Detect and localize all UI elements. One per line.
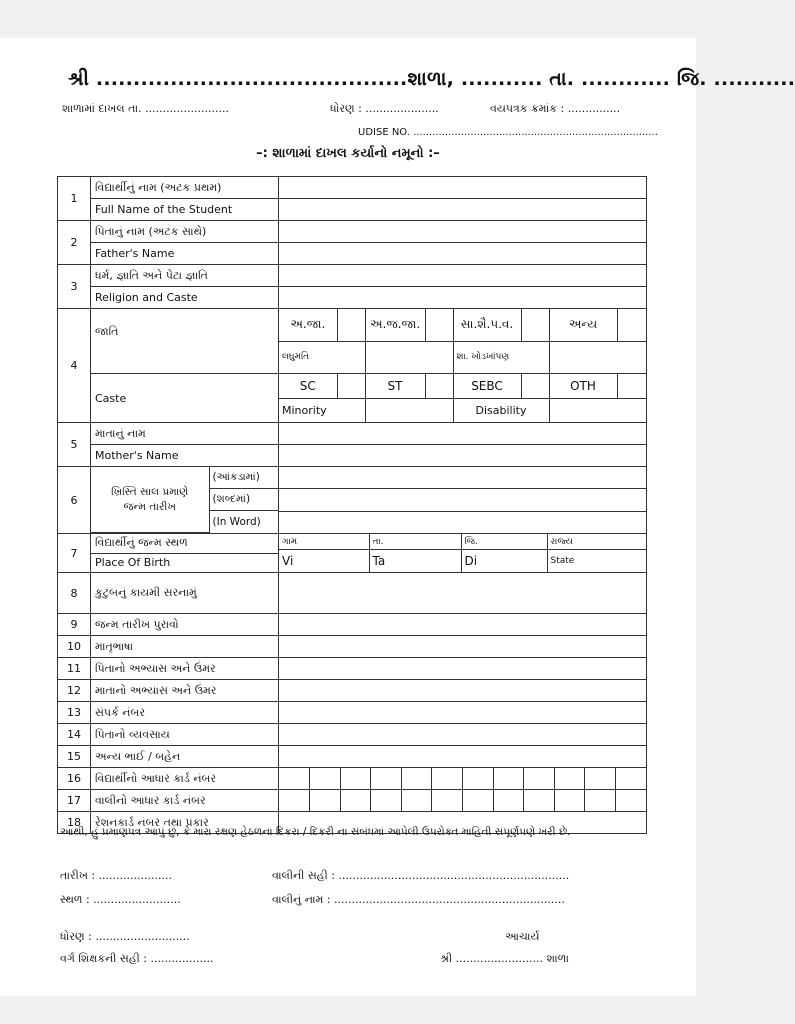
caste-grid-gu — [279, 309, 647, 373]
table-row — [58, 287, 647, 309]
guardian-aadhar-input[interactable] — [279, 790, 647, 812]
digit-box[interactable] — [432, 768, 463, 789]
row-number: 4 — [58, 309, 91, 423]
minority-checkbox-en[interactable] — [365, 398, 453, 422]
sc-checkbox-en[interactable] — [337, 374, 365, 398]
birthplace-fields — [279, 534, 647, 573]
sebc-label: SEBC — [453, 374, 521, 398]
father-education-label: પિતાનો અભ્યાસ અને ઉંમર — [91, 658, 279, 680]
digit-box[interactable] — [279, 768, 310, 789]
digit-box[interactable] — [279, 790, 310, 811]
caste-label-en: Caste — [91, 374, 279, 423]
sc-label-gu: અ.જા. — [279, 309, 337, 341]
digit-box[interactable] — [310, 768, 341, 789]
siblings-label: અન્ય ભાઈ / બહેન — [91, 746, 279, 768]
mother-education-label: માતાનો અભ્યાસ અને ઉંમર — [91, 680, 279, 702]
dob-label-grid — [91, 467, 279, 533]
table-row — [58, 265, 647, 287]
admission-form-table — [57, 176, 647, 834]
digit-box[interactable] — [340, 790, 371, 811]
student-name-input[interactable] — [279, 177, 647, 199]
oth-label-gu: અન્ય — [549, 309, 617, 341]
table-row — [58, 573, 647, 614]
address-label: કુટુંબનું કાયમી સરનામું — [91, 573, 279, 614]
digit-box[interactable] — [585, 768, 616, 789]
student-name-label-en: Full Name of the Student — [91, 199, 279, 221]
disability-checkbox-en[interactable] — [549, 398, 647, 422]
disability-label-gu: શા. ખોડખાંપણ — [453, 341, 549, 373]
digit-box[interactable] — [462, 768, 493, 789]
guardian-name-field: વાલીનું નામ : .................................................................. — [272, 893, 565, 906]
table-row — [58, 374, 647, 423]
register-number-field: વયપત્રક ક્રમાંક : ............... — [490, 102, 621, 115]
state-input[interactable]: State — [550, 556, 575, 567]
student-name-label-gu: વિદ્યાર્થીનું નામ (અટક પ્રથમ) — [91, 177, 279, 199]
table-row — [58, 746, 647, 768]
father-name-label-gu: પિતાનું નામ (અટક સાથે) — [91, 221, 279, 243]
address-input[interactable] — [279, 573, 647, 614]
digit-box[interactable] — [432, 790, 463, 811]
st-label: ST — [365, 374, 425, 398]
row-number: 5 — [58, 423, 91, 467]
table-row — [58, 790, 647, 812]
birthplace-grid — [279, 534, 647, 572]
oth-checkbox[interactable] — [617, 309, 647, 341]
table-row — [58, 680, 647, 702]
minority-checkbox[interactable] — [365, 341, 453, 373]
row-number: 13 — [58, 702, 91, 724]
siblings-input[interactable] — [279, 746, 647, 768]
state-label-gu: રાજ્ય — [547, 534, 647, 550]
village-label-gu: ગામ — [279, 534, 369, 550]
sc-checkbox[interactable] — [337, 309, 365, 341]
mother-tongue-label: માતૃભાષા — [91, 636, 279, 658]
table-row — [58, 423, 647, 445]
declaration-text: આથી, હું પ્રમાણપત્ર આપું છું, કે મારા રક્ષણ હેઠળના દિકરા / દિકરી ના સંબંધમાં આપેલી ઉપરોક્ત માહિતી સંપૂર્ણપણે ખરી છે. — [60, 826, 571, 838]
digit-box[interactable] — [554, 768, 585, 789]
digit-box[interactable] — [585, 790, 616, 811]
sc-label: SC — [279, 374, 337, 398]
disability-checkbox[interactable] — [549, 341, 647, 373]
oth-label: OTH — [549, 374, 617, 398]
mother-name-label-en: Mother's Name — [91, 445, 279, 467]
contact-number-label: સંપર્ક નંબર — [91, 702, 279, 724]
class-teacher-signature: વર્ગ શિક્ષકની સહી : .................. — [60, 952, 214, 965]
digit-box[interactable] — [493, 790, 524, 811]
father-name-input[interactable] — [279, 221, 647, 243]
table-row — [58, 658, 647, 680]
dob-label-line2: જન્મ તારીખ — [123, 500, 177, 513]
digit-box[interactable] — [615, 768, 646, 789]
row-number: 8 — [58, 573, 91, 614]
admission-date-field: શાળામાં દાખલ તા. ........................ — [62, 102, 230, 115]
mother-name-input-en[interactable] — [279, 445, 647, 467]
digit-box[interactable] — [340, 768, 371, 789]
minority-label-gu: લઘુમતિ — [279, 341, 365, 373]
st-checkbox-en[interactable] — [425, 374, 453, 398]
row-number: 7 — [58, 534, 91, 573]
father-name-label-en: Father's Name — [91, 243, 279, 265]
religion-input[interactable] — [279, 265, 647, 287]
student-aadhar-label: વિદ્યાર્થીનો આધાર કાર્ડ નંબર — [91, 768, 279, 790]
minority-label: Minority — [279, 398, 365, 422]
caste-label-gu: જાતિ — [91, 309, 279, 374]
digit-box[interactable] — [401, 790, 432, 811]
table-row — [58, 702, 647, 724]
father-occupation-label: પિતાનો વ્યવસાય — [91, 724, 279, 746]
ration-card-label: રેશનકાર્ડ નંબર તથા પ્રકાર — [91, 812, 279, 834]
table-row — [58, 309, 647, 374]
digit-box[interactable] — [524, 790, 555, 811]
table-row — [58, 445, 647, 467]
caste-options-gu — [279, 309, 647, 374]
table-row — [58, 614, 647, 636]
mother-name-label-gu: માતાનું નામ — [91, 423, 279, 445]
religion-label-en: Religion and Caste — [91, 287, 279, 309]
guardian-signature-field: વાલીની સહી : .................................................................. — [272, 869, 570, 882]
father-name-input-en[interactable] — [279, 243, 647, 265]
table-row — [58, 243, 647, 265]
guardian-aadhar-boxes — [279, 790, 646, 811]
table-row — [58, 177, 647, 199]
contact-number-input[interactable] — [279, 702, 647, 724]
student-name-input-en[interactable] — [279, 199, 647, 221]
st-label-gu: અ.જ.જા. — [365, 309, 425, 341]
row-number: 16 — [58, 768, 91, 790]
sebc-checkbox[interactable] — [521, 309, 549, 341]
village-input[interactable]: Vi — [279, 550, 369, 572]
row-number: 14 — [58, 724, 91, 746]
mother-tongue-input[interactable] — [279, 636, 647, 658]
district-input[interactable]: Di — [461, 550, 547, 572]
religion-input-en[interactable] — [279, 287, 647, 309]
table-row — [58, 636, 647, 658]
taluka-label-gu: તા. — [369, 534, 461, 550]
religion-label-gu: ધર્મ, જ્ઞાતિ અને પેટા જ્ઞાતિ — [91, 265, 279, 287]
mother-name-input[interactable] — [279, 423, 647, 445]
dob-proof-label: જન્મ તારીખ પુરાવો — [91, 614, 279, 636]
row-number: 3 — [58, 265, 91, 309]
digit-box[interactable] — [371, 768, 402, 789]
form-title: –: શાળામાં દાખલ કર્યાનો નમૂનો :– — [256, 146, 440, 161]
digit-box[interactable] — [615, 790, 646, 811]
row-number: 18 — [58, 812, 91, 834]
row-number: 9 — [58, 614, 91, 636]
standard-field: ધોરણ : ..................... — [330, 102, 439, 115]
caste-grid-en — [279, 374, 647, 422]
district-label-gu: જિ. — [461, 534, 547, 550]
dob-proof-input[interactable] — [279, 614, 647, 636]
dob-label-cell — [91, 467, 279, 534]
footer-date: તારીખ : ..................... — [60, 869, 172, 882]
row-number: 6 — [58, 467, 91, 534]
digit-box[interactable] — [493, 768, 524, 789]
sebc-label-gu: સા.શૈ.પ.વ. — [453, 309, 521, 341]
dob-words-input[interactable] — [279, 489, 647, 511]
footer-place: સ્થળ : ......................... — [60, 893, 181, 906]
birthplace-label-gu: વિદ્યાર્થીનું જન્મ સ્થળ — [91, 534, 279, 554]
footer-standard: ધોરણ : ........................... — [60, 930, 190, 943]
table-row — [58, 768, 647, 790]
school-header-line: શ્રી ..........................................શાળા, ........... તા. ............ જિ. ........... — [68, 68, 795, 90]
taluka-input[interactable]: Ta — [369, 550, 461, 572]
table-row — [58, 199, 647, 221]
principal-label: આચાર્ય — [505, 930, 540, 943]
digit-box[interactable] — [554, 790, 585, 811]
st-checkbox[interactable] — [425, 309, 453, 341]
table-row — [58, 221, 647, 243]
digit-box[interactable] — [462, 790, 493, 811]
mother-education-input[interactable] — [279, 680, 647, 702]
dob-figures-input[interactable] — [279, 467, 647, 489]
birthplace-label-en: Place Of Birth — [91, 553, 279, 573]
row-number: 1 — [58, 177, 91, 221]
dob-label-line1: ખ્રિસ્તિ સાલ પ્રમાણે — [111, 485, 189, 498]
father-education-input[interactable] — [279, 658, 647, 680]
row-number: 11 — [58, 658, 91, 680]
row-number: 2 — [58, 221, 91, 265]
table-row — [58, 724, 647, 746]
student-aadhar-input[interactable] — [279, 768, 647, 790]
sebc-checkbox-en[interactable] — [521, 374, 549, 398]
row-number: 15 — [58, 746, 91, 768]
dob-label-gu — [91, 467, 209, 533]
school-signature-line: શ્રી ......................... શાળા — [440, 952, 569, 965]
digit-box[interactable] — [524, 768, 555, 789]
disability-label: Disability — [453, 398, 549, 422]
digit-box[interactable] — [401, 768, 432, 789]
dob-inword-label: (In Word) — [212, 515, 261, 528]
caste-options-en — [279, 374, 647, 423]
table-row — [58, 534, 647, 554]
table-row — [58, 467, 647, 489]
row-number: 12 — [58, 680, 91, 702]
guardian-aadhar-label: વાલીનો આધાર કાર્ડ નંબર — [91, 790, 279, 812]
dob-words-label: (શબ્દમાં) — [209, 489, 279, 511]
oth-checkbox-en[interactable] — [617, 374, 647, 398]
row-number: 17 — [58, 790, 91, 812]
digit-box[interactable] — [371, 790, 402, 811]
father-occupation-input[interactable] — [279, 724, 647, 746]
digit-box[interactable] — [310, 790, 341, 811]
dob-inword-input[interactable] — [279, 511, 647, 533]
udise-number-field: UDISE NO. ............................................................................. — [358, 127, 658, 138]
dob-figures-label: (આંકડામાં) — [209, 467, 279, 489]
row-number: 10 — [58, 636, 91, 658]
student-aadhar-boxes — [279, 768, 646, 789]
